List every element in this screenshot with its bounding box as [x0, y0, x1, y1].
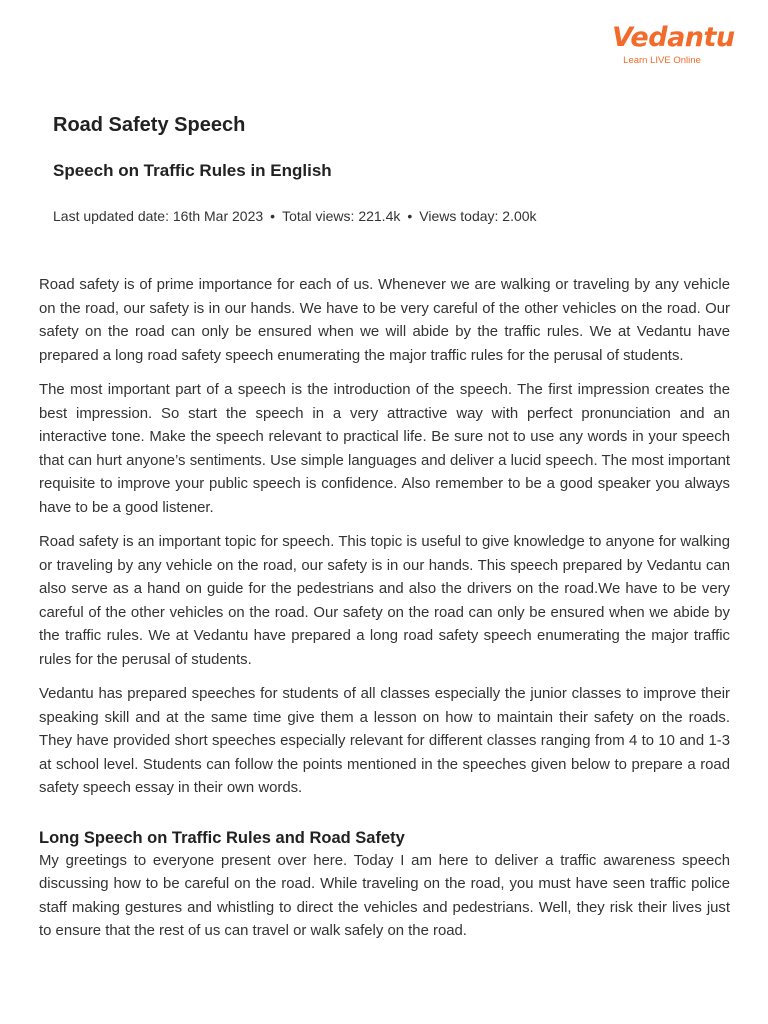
meta-separator: •: [270, 208, 276, 224]
meta-separator: •: [407, 208, 413, 224]
total-views: Total views: 221.4k: [282, 208, 401, 224]
section-heading: Long Speech on Traffic Rules and Road Safety: [39, 828, 405, 847]
intro-paragraph: Road safety is of prime importance for each of us. Whenever we are walking or traveling by any vehicle on the road, our safety is in our hands. We have to be very careful of the other vehicles on the road. Our safety on the road can only be ensured when we will abide by the traffic rules. We at Vedantu have prepared a long road safety speech enumerating the major traffic rules for the perusal of students.: [39, 277, 730, 364]
article-header: [53, 112, 713, 225]
logo-tagline: Learn LIVE Online: [623, 55, 701, 66]
vedantu-logo[interactable]: [612, 22, 735, 66]
page-title: Road Safety Speech: [53, 114, 246, 136]
article-body: [39, 274, 730, 955]
article-meta: [53, 207, 713, 225]
views-today: Views today: 2.00k: [419, 208, 537, 224]
page-subtitle: Speech on Traffic Rules in English: [53, 161, 332, 180]
body-paragraph: Vedantu has prepared speeches for students of all classes especially the junior classes to improve their speaking skill and at the same time give them a lesson on how to maintain their safety on the roads. They have provided short speeches especially relevant for different classes ranging from 4 to 10 and 1-3 at school level. Students can follow the points mentioned in the speeches given below to prepare a road safety speech essay in their own words.: [39, 686, 730, 796]
section-paragraph: My greetings to everyone present over here. Today I am here to deliver a traffic awareness speech discussing how to be careful on the road. While traveling on the road, you must have seen traffic police staff making gestures and whistling to direct the vehicles and pedestrians. Well, they risk their lives just to ensure that the rest of us can travel or walk safely on the road.: [39, 852, 730, 939]
body-paragraph: Road safety is an important topic for speech. This topic is useful to give knowledge to anyone for walking or traveling by any vehicle on the road, our safety is in our hands. This speech prepared by Vedantu can also serve as a hand on guide for the pedestrians and also the drivers on the road.We have to be very careful of the other vehicles on the road. Our safety on the road can only be ensured when we abide by the traffic rules. We at Vedantu have prepared a long road safety speech enumerating the major traffic rules for the perusal of students.: [39, 534, 730, 668]
body-paragraph: The most important part of a speech is the introduction of the speech. The first impression creates the best impression. So start the speech in a very attractive way with perfect pronunciation and an interactive tone. Make the speech relevant to practical life. Be sure not to use any words in your speech that can hurt anyone’s sentiments. Use simple languages and deliver a lucid speech. The most important requisite to improve your public speech is confidence. Also remember to be a good speaker you always have to be a good listener.: [39, 382, 730, 516]
logo-wordmark: Vedantu: [612, 22, 735, 53]
last-updated-date: Last updated date: 16th Mar 2023: [53, 208, 264, 224]
